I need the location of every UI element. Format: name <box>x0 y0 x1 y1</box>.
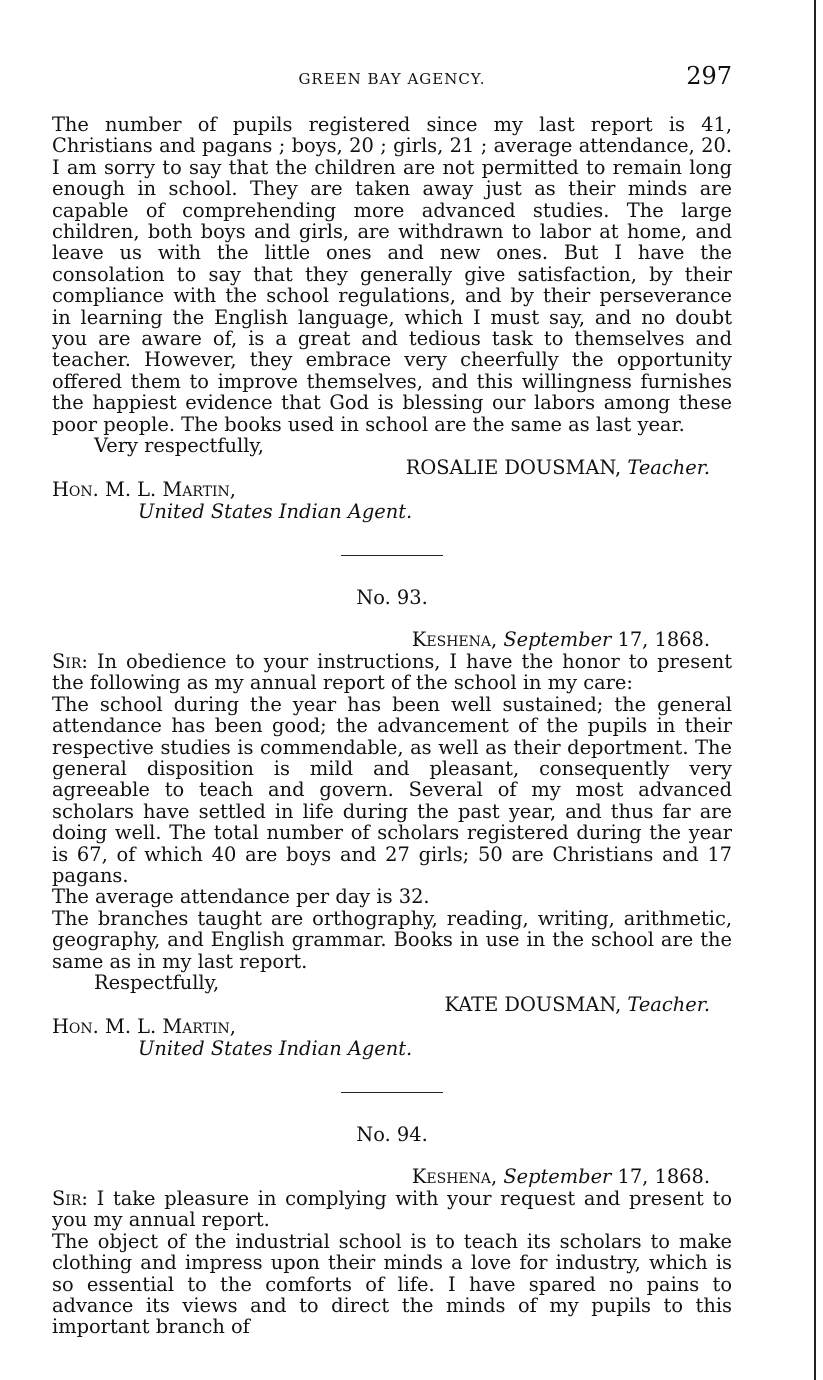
letter3-date-month: September <box>503 1165 612 1188</box>
letter3-salutation: Sir: <box>52 1187 88 1210</box>
letter2-date-rest: 17, 1868. <box>617 628 710 651</box>
letter1-closing: Very respectfully, <box>94 434 264 458</box>
page-edge-rule <box>814 0 816 1380</box>
letter2-para1 <box>52 651 732 694</box>
page-header <box>52 62 732 92</box>
document-number: No. 93. <box>356 586 428 609</box>
letter3-date-rest: 17, 1868. <box>617 1165 710 1188</box>
letter2-signature-title: Teacher. <box>627 992 710 1016</box>
letter3-para1 <box>52 1188 732 1231</box>
letter1-signature <box>52 457 732 479</box>
letter2-dateline <box>52 629 732 651</box>
letter2-addressee: Hon. M. L. Martin, <box>52 1014 236 1038</box>
letter2-salutation: Sir: <box>52 650 88 673</box>
letter2-para2: The school during the year has been well sustained; the general attendance has been good; the advancement of the pupils in their respective studies is commendable, as well as their deportment. The general disposition is mild and pleasant, consequently very agreeable to teach and govern. Several of my most advanced scholars have settled in life during the past year, and thus far are doing well. The total number of scholars registered during the year is 67, of which 40 are boys and 27 girls; 50 are Christians and 17 pagans. <box>52 692 732 888</box>
letter2-para1-text: In obedience to your instructions, I have the honor to present the following as my annual report of the school in my care: <box>52 650 732 695</box>
letter3-para1-text: I take pleasure in complying with your request and present to you my annual report. <box>52 1187 732 1232</box>
letter1-addressee: Hon. M. L. Martin, <box>52 477 236 501</box>
letter1-signature-name: ROSALIE DOUSMAN, <box>405 455 622 479</box>
letter2-place: Keshena, <box>411 628 498 651</box>
letter3-place: Keshena, <box>411 1165 498 1188</box>
document-number: No. 94. <box>356 1123 428 1146</box>
letter1-addressee-title: United States Indian Agent. <box>138 499 413 523</box>
running-head: GREEN BAY AGENCY. <box>298 70 486 88</box>
letter1-body: The number of pupils registered since my last report is 41, Christians and pagans ; boys, 20 ; girls, 21 ; average attendance, 20. I am sorry to say that the children are not permitted to remain long enough in school. They are taken away just as their minds are capable of comprehending more advanced studies. The large children, both boys and girls, are withdrawn to labor at home, and leave us with the little ones and new ones. But I have the consolation to say that they generally give satisfaction, by their compliance with the school regulations, and by their perseverance in learning the English language, which I must say, and no doubt you are aware of, is a great and tedious task to themselves and teacher. However, they embrace very cheerfully the opportunity offered them to improve themselves, and this willingness furnishes the happiest evidence that God is blessing our labors among these poor people. The books used in school are the same as last year. <box>52 113 732 436</box>
letter3-dateline <box>52 1166 732 1188</box>
page-content <box>52 62 732 1338</box>
letter2-signature-name: KATE DOUSMAN, <box>444 992 622 1016</box>
letter1-signature-title: Teacher. <box>627 455 710 479</box>
letter2-para3: The average attendance per day is 32. <box>52 885 430 909</box>
letter2-closing: Respectfully, <box>94 971 220 995</box>
letter2-signature <box>52 994 732 1016</box>
letter3-para2: The object of the industrial school is to teach its scholars to make clothing and impress upon their minds a love for industry, which is so essential to the comforts of life. I have spared no pains to advance its views and to direct the minds of my pupils to this important branch of <box>52 1229 732 1339</box>
letter2-addressee-title: United States Indian Agent. <box>138 1036 413 1060</box>
page-number: 297 <box>686 62 732 90</box>
letter2-date-month: September <box>503 628 612 651</box>
letter2-para4: The branches taught are orthography, reading, writing, arithmetic, geography, and English grammar. Books in use in the school are the same as in my last report. <box>52 906 732 973</box>
